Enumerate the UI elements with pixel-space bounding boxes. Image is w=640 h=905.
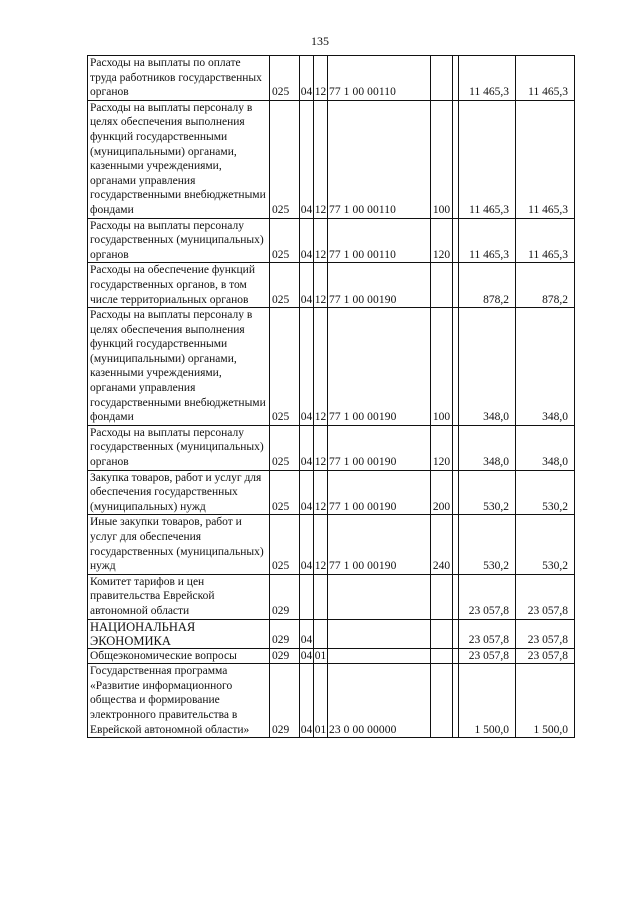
cell-csr: 77 1 00 00190 (328, 308, 431, 426)
cell-vr (431, 619, 453, 648)
cell-name: Закупка товаров, работ и услуг для обеспечения государственных (муниципальных) нужд (88, 470, 270, 515)
cell-name: Расходы на выплаты персоналу государственных (муниципальных) органов (88, 425, 270, 470)
cell-pr: 12 (314, 56, 328, 101)
cell-sum2: 1 500,0 (516, 664, 575, 738)
cell-pr: 12 (314, 308, 328, 426)
cell-rz: 04 (300, 218, 314, 263)
cell-gr: 029 (270, 664, 300, 738)
cell-sum2: 348,0 (516, 308, 575, 426)
cell-vr: 120 (431, 425, 453, 470)
cell-rz: 04 (300, 100, 314, 218)
cell-rz: 04 (300, 308, 314, 426)
cell-vr: 240 (431, 515, 453, 574)
cell-gr: 025 (270, 218, 300, 263)
cell-sum1: 11 465,3 (459, 218, 516, 263)
cell-sum1: 11 465,3 (459, 56, 516, 101)
cell-sum2: 530,2 (516, 470, 575, 515)
cell-sum1: 530,2 (459, 515, 516, 574)
cell-sum2: 11 465,3 (516, 218, 575, 263)
cell-pr: 12 (314, 218, 328, 263)
table-row (88, 56, 575, 101)
cell-pr: 12 (314, 515, 328, 574)
cell-rz: 04 (300, 619, 314, 648)
table-row (88, 619, 575, 648)
cell-pr: 12 (314, 470, 328, 515)
cell-pr: 12 (314, 425, 328, 470)
cell-sum2: 23 057,8 (516, 574, 575, 619)
cell-pr: 12 (314, 100, 328, 218)
table-row (88, 263, 575, 308)
table-row (88, 218, 575, 263)
table-row (88, 648, 575, 664)
table-row (88, 470, 575, 515)
cell-name: Расходы на выплаты персоналу государственных (муниципальных) органов (88, 218, 270, 263)
cell-sum2: 878,2 (516, 263, 575, 308)
cell-gr: 025 (270, 263, 300, 308)
cell-gr: 029 (270, 574, 300, 619)
cell-name: Расходы на выплаты персоналу в целях обеспечения выполнения функций государственными (муниципальными) органами, казенными учреждениями, органами управления государственными внебюджетными фондами (88, 308, 270, 426)
cell-name: Расходы на обеспечение функций государственных органов, в том числе территориальных органов (88, 263, 270, 308)
cell-vr (431, 664, 453, 738)
cell-sum2: 23 057,8 (516, 619, 575, 648)
cell-name: Общеэкономические вопросы (88, 648, 270, 664)
cell-csr: 23 0 00 00000 (328, 664, 431, 738)
cell-gr: 025 (270, 100, 300, 218)
cell-rz (300, 574, 314, 619)
cell-csr: 77 1 00 00190 (328, 470, 431, 515)
cell-sum2: 11 465,3 (516, 56, 575, 101)
table-row (88, 308, 575, 426)
cell-rz: 04 (300, 648, 314, 664)
cell-sum1: 23 057,8 (459, 574, 516, 619)
cell-name: Иные закупки товаров, работ и услуг для обеспечения государственных (муниципальных) нужд (88, 515, 270, 574)
cell-name: Комитет тарифов и цен правительства Еврейской автономной области (88, 574, 270, 619)
cell-vr: 200 (431, 470, 453, 515)
cell-rz: 04 (300, 263, 314, 308)
cell-csr (328, 648, 431, 664)
cell-rz: 04 (300, 664, 314, 738)
cell-sum1: 11 465,3 (459, 100, 516, 218)
cell-pr (314, 574, 328, 619)
cell-vr (431, 263, 453, 308)
cell-pr: 01 (314, 648, 328, 664)
cell-sum2: 11 465,3 (516, 100, 575, 218)
cell-sum1: 23 057,8 (459, 619, 516, 648)
cell-pr (314, 619, 328, 648)
cell-sum1: 348,0 (459, 308, 516, 426)
cell-gr: 029 (270, 648, 300, 664)
cell-gr: 025 (270, 515, 300, 574)
cell-sum1: 878,2 (459, 263, 516, 308)
cell-sum1: 348,0 (459, 425, 516, 470)
table-row (88, 664, 575, 738)
cell-csr (328, 574, 431, 619)
cell-rz: 04 (300, 56, 314, 101)
cell-sum1: 23 057,8 (459, 648, 516, 664)
table-row (88, 425, 575, 470)
cell-vr: 100 (431, 100, 453, 218)
cell-gr: 029 (270, 619, 300, 648)
cell-pr: 01 (314, 664, 328, 738)
cell-sum2: 530,2 (516, 515, 575, 574)
cell-gr: 025 (270, 56, 300, 101)
cell-csr: 77 1 00 00190 (328, 515, 431, 574)
cell-vr (431, 648, 453, 664)
cell-gr: 025 (270, 470, 300, 515)
table-row (88, 100, 575, 218)
page-number: 135 (311, 34, 329, 48)
cell-csr: 77 1 00 00190 (328, 425, 431, 470)
cell-rz: 04 (300, 470, 314, 515)
cell-name: НАЦИОНАЛЬНАЯ ЭКОНОМИКА (88, 619, 270, 648)
cell-name: Расходы на выплаты по оплате труда работников государственных органов (88, 56, 270, 101)
cell-csr: 77 1 00 00110 (328, 56, 431, 101)
cell-vr: 120 (431, 218, 453, 263)
cell-name: Расходы на выплаты персоналу в целях обеспечения выполнения функций государственными (муниципальными) органами, казенными учреждениями, органами управления государственными внебюджетными фондами (88, 100, 270, 218)
cell-rz: 04 (300, 515, 314, 574)
cell-sum1: 1 500,0 (459, 664, 516, 738)
cell-csr: 77 1 00 00110 (328, 100, 431, 218)
table-row (88, 574, 575, 619)
budget-table (87, 55, 575, 738)
cell-csr: 77 1 00 00110 (328, 218, 431, 263)
cell-gr: 025 (270, 425, 300, 470)
cell-csr (328, 619, 431, 648)
cell-sum1: 530,2 (459, 470, 516, 515)
cell-sum2: 23 057,8 (516, 648, 575, 664)
cell-vr (431, 574, 453, 619)
cell-rz: 04 (300, 425, 314, 470)
cell-csr: 77 1 00 00190 (328, 263, 431, 308)
cell-vr (431, 56, 453, 101)
cell-name: Государственная программа «Развитие информационного общества и формирование электронного правительства в Еврейской автономной области» (88, 664, 270, 738)
cell-gr: 025 (270, 308, 300, 426)
cell-sum2: 348,0 (516, 425, 575, 470)
cell-vr: 100 (431, 308, 453, 426)
table-row (88, 515, 575, 574)
cell-pr: 12 (314, 263, 328, 308)
